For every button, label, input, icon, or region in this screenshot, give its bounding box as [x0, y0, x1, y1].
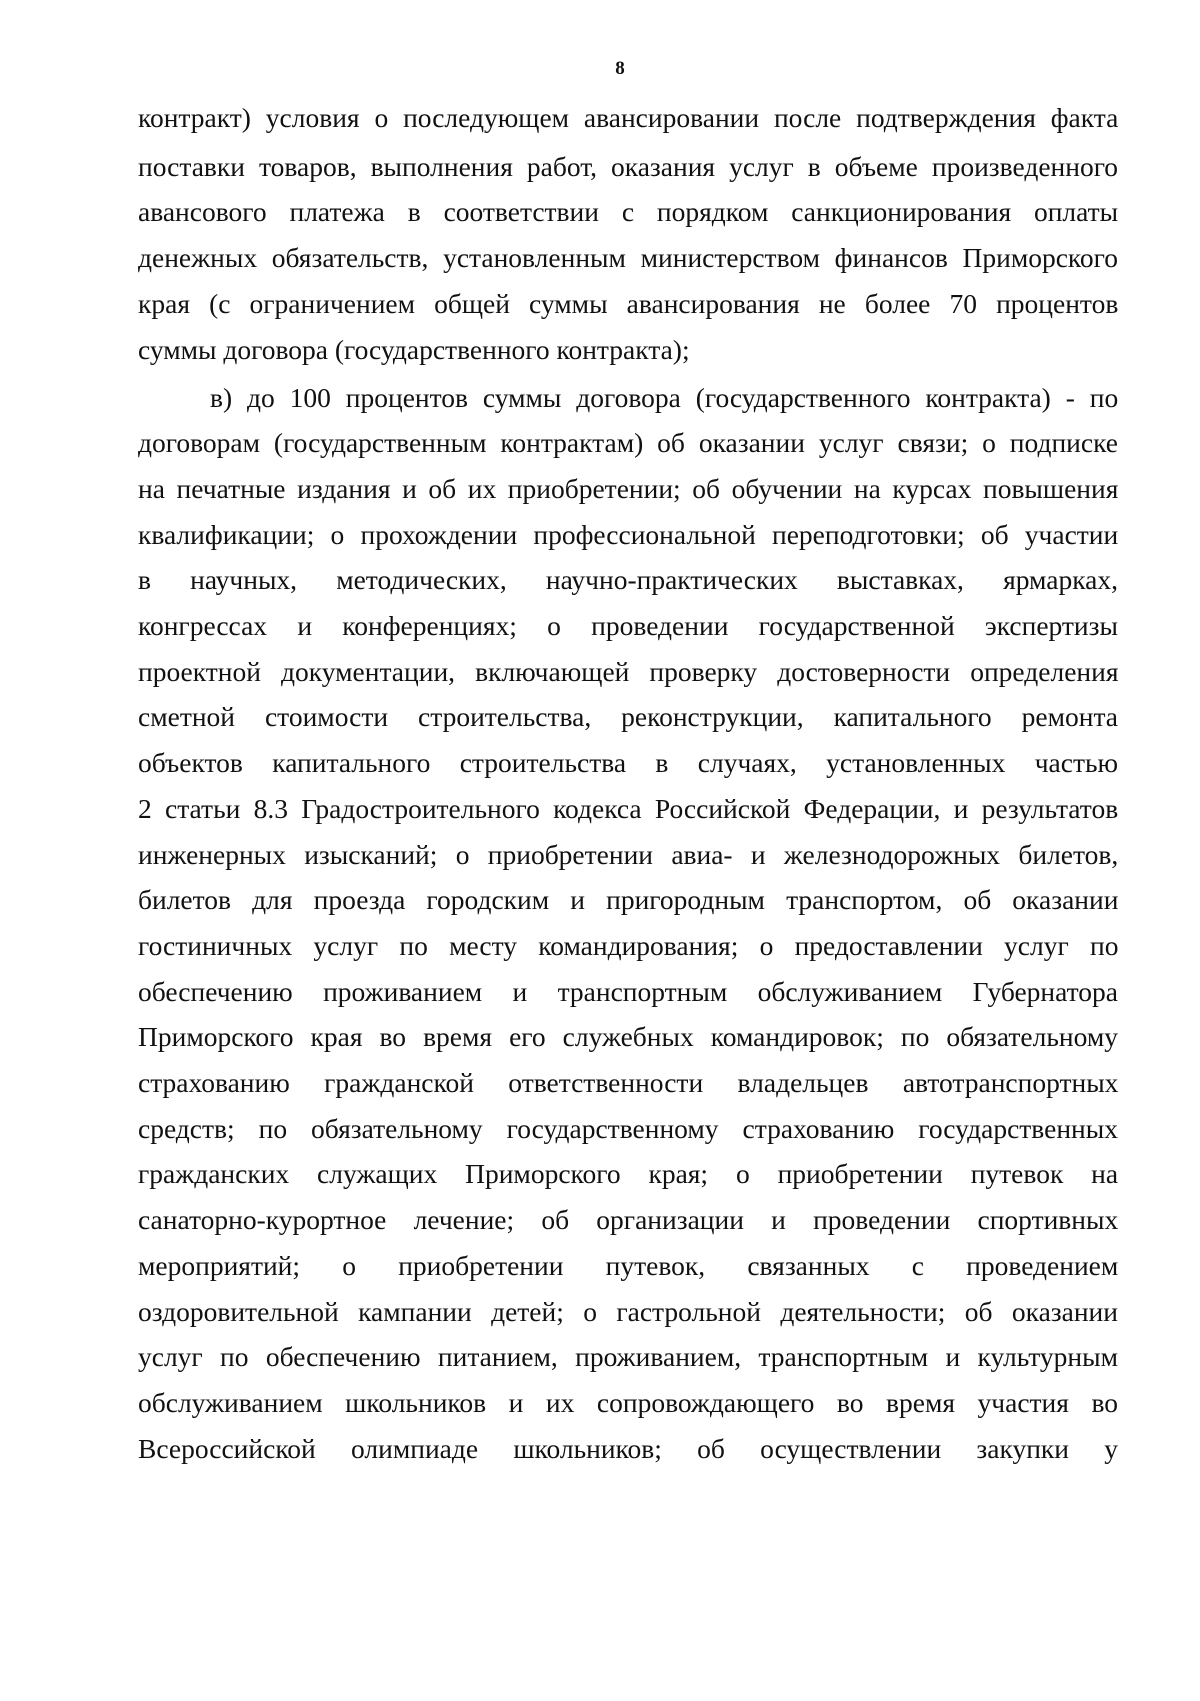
text-line: в) до 100 процентов суммы договора (государственного контракта) - по	[210, 382, 1119, 413]
text-line: авансового платежа в соответствии с порядком санкционирования оплаты	[138, 196, 1119, 227]
text-line: обслуживанием школьников и их сопровождающего во время участия во	[138, 1387, 1118, 1418]
text-line: средств; по обязательному государственному страхованию государственных	[138, 1113, 1118, 1144]
text-line: инженерных изысканий; о приобретении авиа- и железнодорожных билетов,	[138, 839, 1119, 870]
page-number: 8	[615, 58, 625, 79]
text-line: страхованию гражданской ответственности владельцев автотранспортных	[138, 1067, 1119, 1098]
text-line: конгрессах и конференциях; о проведении государственной экспертизы	[138, 610, 1118, 641]
text-line: сметной стоимости строительства, реконструкции, капитального ремонта	[138, 701, 1118, 732]
text-line: услуг по обеспечению питанием, проживанием, транспортным и культурным	[138, 1341, 1118, 1372]
text-line: квалификации; о прохождении профессиональной переподготовки; об участии	[138, 519, 1119, 550]
text-line: билетов для проезда городским и пригородным транспортом, об оказании	[138, 884, 1119, 915]
text-line: объектов капитального строительства в случаях, установленных частью	[138, 747, 1119, 778]
text-line: поставки товаров, выполнения работ, оказания услуг в объеме произведенного	[138, 151, 1119, 182]
text-line: договорам (государственным контрактам) об оказании услуг связи; о подписке	[138, 427, 1118, 458]
text-line: гражданских служащих Приморского края; о приобретении путевок на	[138, 1158, 1119, 1189]
text-line: суммы договора (государственного контракта);	[138, 334, 690, 365]
text-line: на печатные издания и об их приобретении; об обучении на курсах повышения	[138, 473, 1119, 504]
text-line: Всероссийской олимпиаде школьников; об осуществлении закупки у	[138, 1433, 1118, 1464]
text-line: края (с ограничением общей суммы авансирования не более 70 процентов	[138, 288, 1119, 319]
text-line: Приморского края во время его служебных командировок; по обязательному	[138, 1021, 1118, 1052]
text-line: денежных обязательств, установленным министерством финансов Приморского	[138, 242, 1118, 273]
text-line: оздоровительной кампании детей; о гастрольной деятельности; об оказании	[138, 1296, 1118, 1327]
text-line: обеспечению проживанием и транспортным обслуживанием Губернатора	[138, 976, 1118, 1007]
text-line: 2 статьи 8.3 Градостроительного кодекса Российской Федерации, и результатов	[138, 793, 1119, 824]
text-line: гостиничных услуг по месту командирования; о предоставлении услуг по	[138, 930, 1119, 961]
text-line: санаторно-курортное лечение; об организации и проведении спортивных	[138, 1204, 1119, 1235]
text-line: мероприятий; о приобретении путевок, связанных с проведением	[138, 1250, 1119, 1281]
text-line: контракт) условия о последующем авансировании после подтверждения факта	[138, 102, 1119, 133]
text-line: проектной документации, включающей проверку достоверности определения	[138, 656, 1119, 687]
text-line: в научных, методических, научно-практических выставках, ярмарках,	[138, 564, 1118, 595]
